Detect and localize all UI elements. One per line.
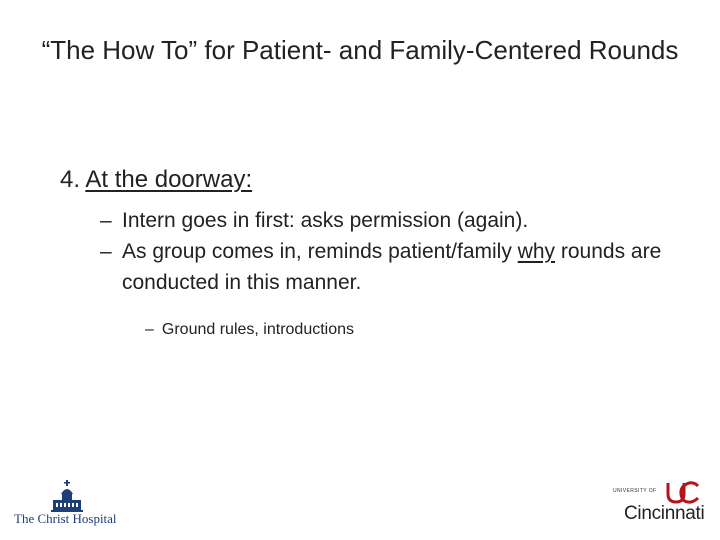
sub-list <box>100 205 690 298</box>
cincinnati-wordmark: Cincinnati <box>624 503 705 524</box>
university-of-label: UNIVERSITY OF <box>613 488 657 494</box>
sub-item-intern <box>100 205 690 236</box>
sub-item-text: Intern goes in first: asks permission (again). <box>122 209 529 232</box>
slide-title: “The How To” for Patient- and Family-Centered Rounds <box>41 35 679 65</box>
dash-bullet: – <box>145 321 154 338</box>
point-number: 4. <box>60 166 86 193</box>
university-cincinnati-logo <box>608 480 716 530</box>
dash-bullet: – <box>100 209 112 232</box>
sub-item-emphasis: why <box>517 240 556 263</box>
main-point <box>60 163 252 197</box>
sub-item-group <box>100 236 690 298</box>
sub-item-text-after: rounds are conducted in this manner. <box>122 240 662 294</box>
christ-hospital-logo <box>12 478 124 530</box>
sub-sub-item-text: Ground rules, introductions <box>161 321 355 338</box>
hospital-building-icon <box>50 478 84 512</box>
sub-item-text-before: As group comes in, reminds patient/family <box>122 240 518 263</box>
sub-sub-item <box>145 318 354 342</box>
dash-bullet: – <box>100 240 112 263</box>
christ-hospital-name: The Christ Hospital <box>14 511 117 526</box>
point-heading: At the doorway: <box>85 166 253 193</box>
